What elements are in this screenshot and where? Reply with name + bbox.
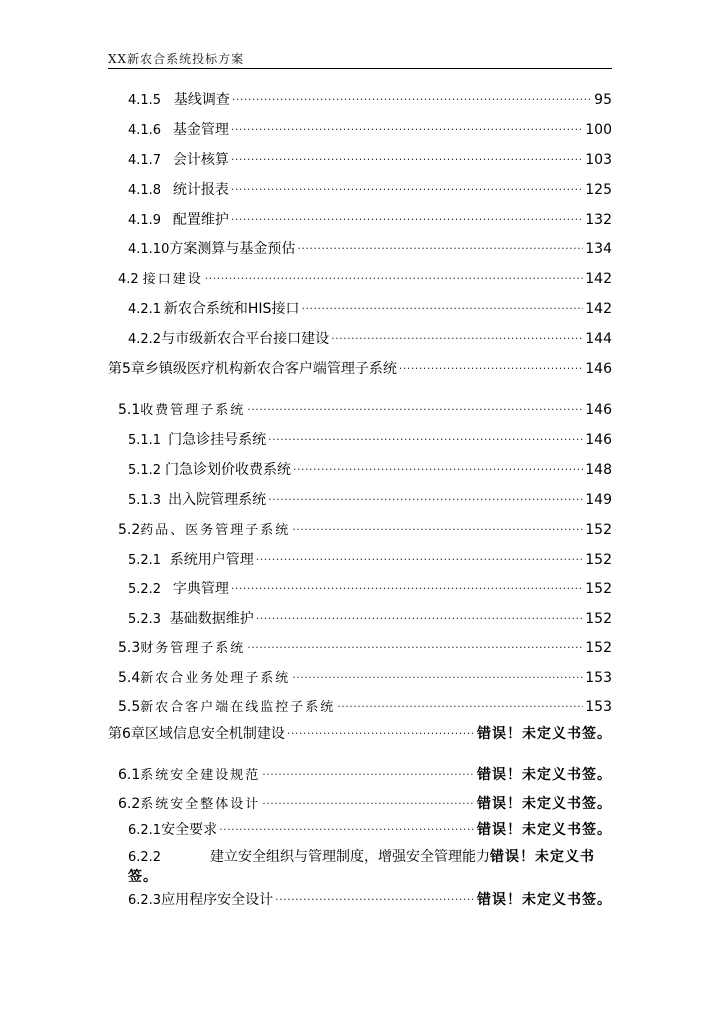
toc-page-error: 错误！未定义书签。 — [477, 796, 612, 812]
toc-page-error: 错误！未定义书签。 — [477, 767, 612, 783]
toc-number: 4.1.8 — [128, 183, 162, 198]
toc-page: 152 — [585, 611, 612, 627]
toc-title: 统计报表 — [172, 182, 229, 198]
toc-entry[interactable] — [128, 209, 612, 231]
toc-leader — [231, 119, 583, 141]
toc-page: 152 — [585, 640, 612, 656]
toc-leader — [337, 696, 583, 718]
toc-entry[interactable] — [128, 89, 612, 111]
toc-entry[interactable] — [128, 489, 612, 511]
toc-title: 区域信息安全机制建设 — [144, 726, 285, 742]
toc-title: 新农合客户端在线监控子系统 — [140, 700, 336, 715]
toc-page: 152 — [585, 522, 612, 538]
toc-title: 接口建设 — [142, 272, 203, 287]
toc-page-error: 错误！未定义书签。 — [477, 822, 612, 838]
toc-number: 5.2.2 — [128, 582, 162, 597]
toc-entry[interactable] — [128, 149, 612, 171]
toc-title: 基线调查 — [173, 92, 230, 108]
toc-leader — [232, 89, 592, 111]
toc-page-error: 错误！未定义书 — [490, 849, 595, 865]
toc-number: 第5章 — [108, 361, 145, 377]
toc-leader — [256, 608, 584, 630]
toc-number: 4.1.7 — [128, 153, 162, 168]
toc-title: 新农合系统和HIS接口 — [163, 301, 300, 317]
toc-entry[interactable] — [118, 696, 612, 718]
toc-number: 6.2.1 — [128, 823, 162, 838]
toc-title: 新农合业务处理子系统 — [140, 671, 291, 686]
toc-entry[interactable] — [128, 328, 612, 350]
toc-leader — [256, 549, 584, 571]
toc-leader — [292, 667, 583, 689]
toc-leader — [219, 819, 475, 841]
toc-entry[interactable] — [128, 119, 612, 141]
toc-entry[interactable] — [128, 578, 612, 600]
toc-entry[interactable] — [128, 819, 612, 841]
toc-leader — [231, 209, 583, 231]
toc-title: 基金管理 — [172, 122, 229, 138]
toc-title: 药品、医务管理子系统 — [140, 523, 291, 538]
toc-entry[interactable] — [118, 519, 612, 541]
toc-title: 门急诊挂号系统 — [168, 432, 267, 448]
toc-entry-chapter[interactable] — [108, 358, 612, 380]
toc-entry[interactable] — [128, 889, 612, 911]
toc-leader — [292, 519, 583, 541]
toc-leader — [205, 268, 584, 290]
toc-number: 5.2.3 — [128, 612, 162, 627]
toc-title: 建立安全组织与管理制度，增强安全管理能力 — [210, 849, 490, 865]
toc-page: 132 — [585, 212, 612, 228]
toc-number: 4.1.10 — [128, 242, 170, 257]
toc-title: 应用程序安全设计 — [161, 892, 274, 908]
toc-leader — [287, 723, 475, 745]
toc-page: 142 — [585, 271, 612, 287]
toc-page: 153 — [585, 699, 612, 715]
toc-page: 152 — [585, 552, 612, 568]
toc-leader — [262, 764, 475, 786]
toc-page-error-cont: 签。 — [128, 869, 158, 885]
toc-entry[interactable] — [128, 459, 612, 481]
toc-title: 系统安全建设规范 — [140, 768, 261, 783]
toc-leader — [331, 328, 583, 350]
toc-title: 基础数据维护 — [169, 611, 254, 627]
toc-number: 5.4 — [118, 670, 141, 686]
toc-title: 财务管理子系统 — [140, 641, 246, 656]
toc-number: 5.2.1 — [128, 553, 162, 568]
toc-number: 6.2.3 — [128, 893, 162, 908]
toc-leader — [275, 889, 475, 911]
toc-page: 146 — [585, 361, 612, 377]
toc-number: 4.2 — [118, 272, 139, 287]
toc-page: 144 — [585, 331, 612, 347]
toc-page: 146 — [585, 402, 612, 418]
toc-entry-wrapped[interactable] — [128, 846, 612, 868]
toc-leader — [231, 149, 583, 171]
toc-entry[interactable] — [118, 268, 612, 290]
toc-entry[interactable] — [118, 764, 612, 786]
toc-number: 5.1.3 — [128, 493, 162, 508]
toc-number: 5.3 — [118, 640, 141, 656]
toc-title: 与市级新农合平台接口建设 — [161, 331, 330, 347]
toc-entry-wrap-continuation — [128, 866, 328, 888]
toc-number: 4.1.9 — [128, 213, 162, 228]
toc-page: 125 — [585, 182, 612, 198]
toc-number: 4.1.5 — [128, 93, 162, 108]
toc-leader — [231, 179, 583, 201]
toc-number: 5.1 — [118, 402, 141, 418]
toc-title: 收费管理子系统 — [140, 403, 246, 418]
toc-title: 配置维护 — [172, 212, 229, 228]
toc-number: 6.2 — [118, 796, 141, 812]
toc-title: 系统用户管理 — [169, 552, 254, 568]
toc-leader — [293, 459, 583, 481]
toc-leader — [262, 793, 475, 815]
toc-title: 乡镇级医疗机构新农合客户端管理子系统 — [144, 361, 397, 377]
toc-number: 5.1.1 — [128, 433, 162, 448]
toc-number: 5.1.2 — [128, 463, 162, 478]
toc-number: 5.2 — [118, 522, 141, 538]
toc-title: 方案测算与基金预估 — [169, 241, 296, 257]
toc-leader — [399, 358, 583, 380]
toc-page: 95 — [594, 92, 612, 108]
toc-entry[interactable] — [128, 429, 612, 451]
toc-entry[interactable] — [118, 667, 612, 689]
toc-entry[interactable] — [128, 549, 612, 571]
toc-entry[interactable] — [128, 298, 612, 320]
toc-page-error: 错误！未定义书签。 — [477, 726, 612, 742]
toc-leader — [268, 429, 583, 451]
toc-page-error: 错误！未定义书签。 — [477, 892, 612, 908]
page-header-title: XX新农合系统投标方案 — [108, 52, 245, 66]
toc-leader — [231, 578, 583, 600]
toc-number: 5.5 — [118, 699, 141, 715]
toc-number: 第6章 — [108, 726, 145, 742]
toc-page: 149 — [585, 492, 612, 508]
toc-number: 4.2.2 — [128, 332, 162, 347]
toc-page: 100 — [585, 122, 612, 138]
toc-entry[interactable] — [118, 637, 612, 659]
toc-number: 6.2.2 — [128, 850, 162, 865]
toc-page: 148 — [585, 462, 612, 478]
toc-entry[interactable] — [118, 793, 612, 815]
toc-number: 6.1 — [118, 767, 141, 783]
toc-title: 会计核算 — [172, 152, 229, 168]
toc-number: 4.1.6 — [128, 123, 162, 138]
toc-leader — [268, 489, 583, 511]
toc-title: 系统安全整体设计 — [140, 797, 261, 812]
toc-title: 门急诊划价收费系统 — [164, 462, 291, 478]
toc-page: 134 — [585, 241, 612, 257]
toc-entry[interactable] — [128, 608, 612, 630]
toc-title: 安全要求 — [161, 822, 218, 838]
toc-leader — [297, 238, 583, 260]
toc-page: 103 — [585, 152, 612, 168]
toc-entry[interactable] — [128, 238, 612, 260]
toc-entry-chapter[interactable] — [108, 723, 612, 745]
toc-title: 出入院管理系统 — [168, 492, 267, 508]
toc-page: 152 — [585, 581, 612, 597]
toc-leader — [247, 637, 583, 659]
toc-page: 146 — [585, 432, 612, 448]
toc-title: 字典管理 — [172, 581, 229, 597]
toc-leader — [247, 399, 583, 421]
toc-entry[interactable] — [118, 399, 612, 421]
toc-number: 4.2.1 — [128, 302, 162, 317]
toc-entry[interactable] — [128, 179, 612, 201]
toc-leader — [301, 298, 583, 320]
toc-page: 153 — [585, 670, 612, 686]
toc-page: 142 — [585, 301, 612, 317]
